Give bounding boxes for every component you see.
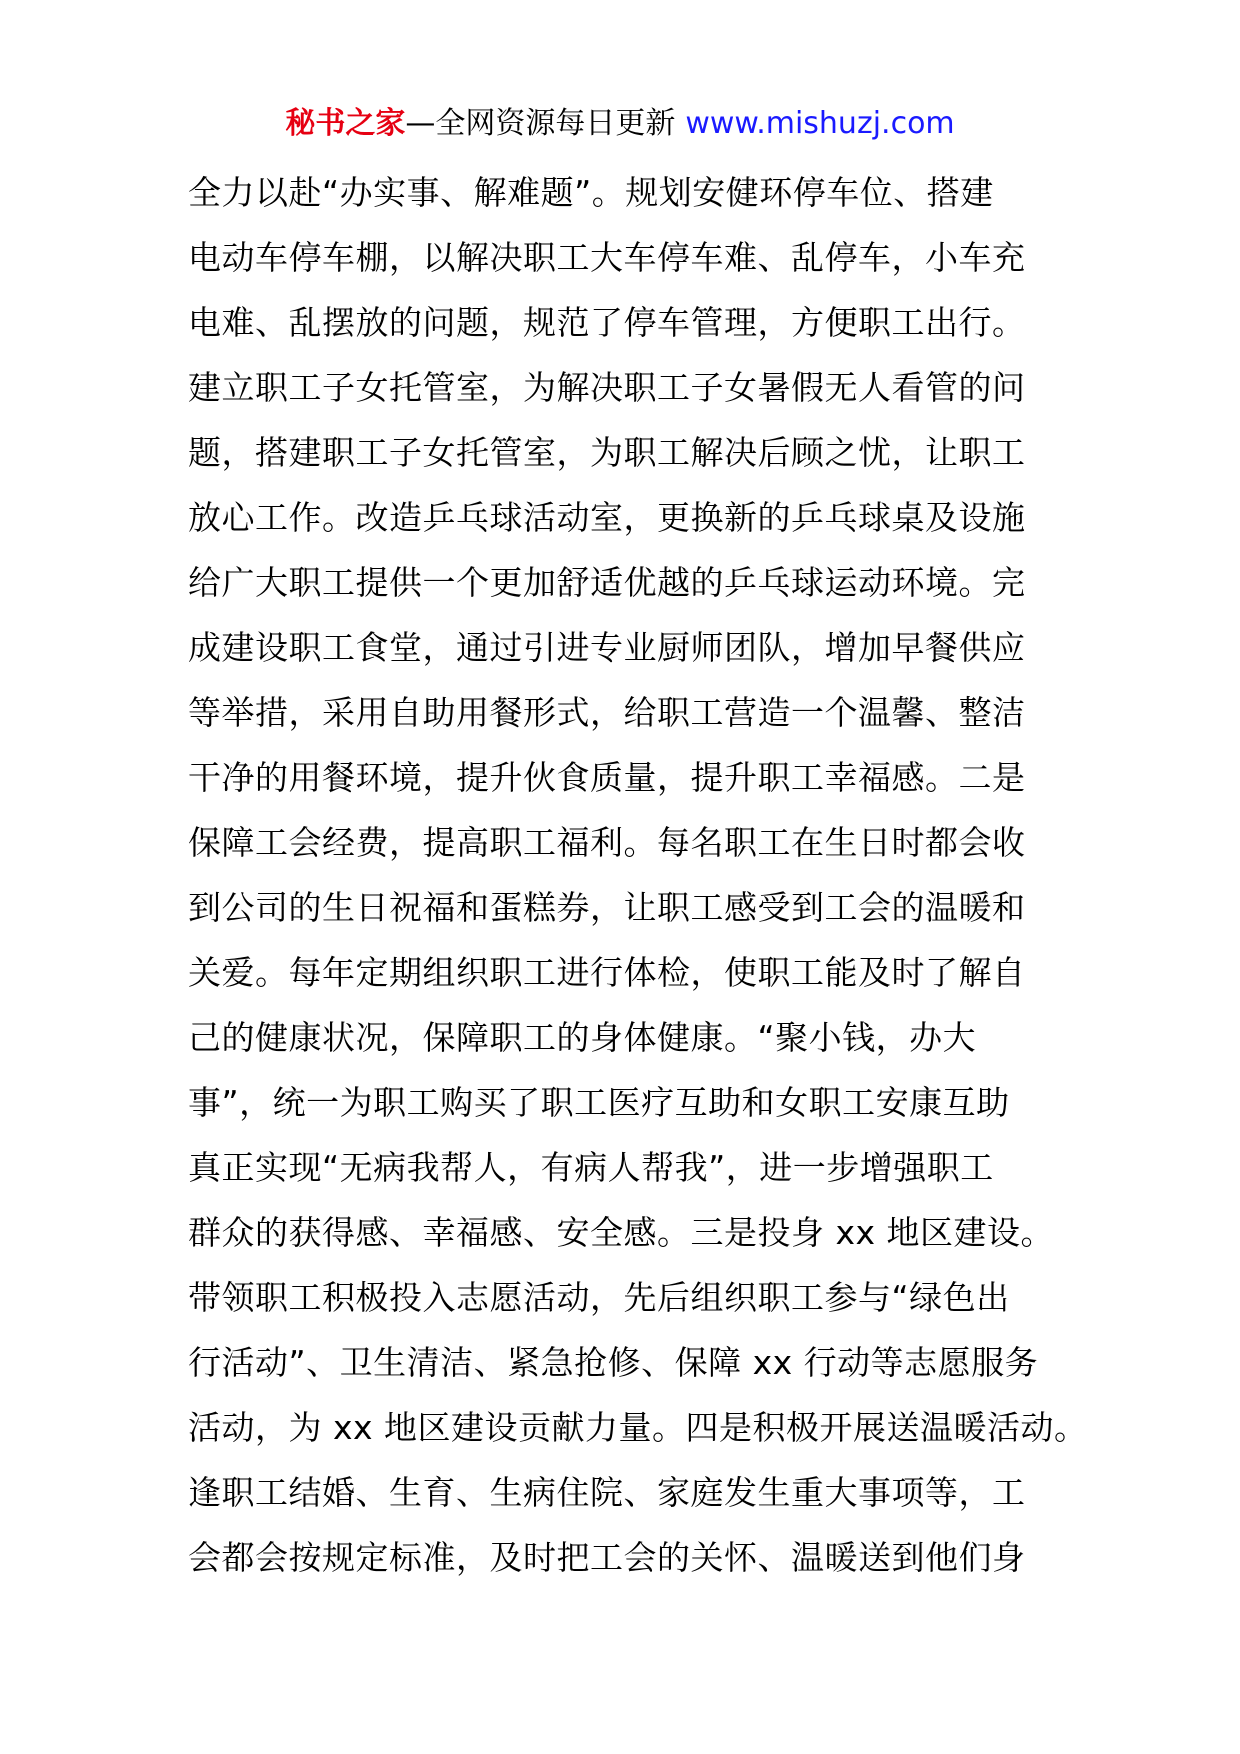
website-link[interactable]: www.mishuzj.com xyxy=(685,106,955,141)
text-line: 行活动”、卫生清洁、紧急抢修、保障 xx 行动等志愿服务 xyxy=(188,1343,1039,1382)
text-line: 全力以赴“办实事、解难题”。规划安健环停车位、搭建 xyxy=(188,173,994,212)
text-line: 干净的用餐环境，提升伙食质量，提升职工幸福感。二是 xyxy=(188,758,1026,797)
text-line: 逢职工结婚、生育、生病住院、家庭发生重大事项等，工 xyxy=(188,1473,1026,1512)
text-line: 活动，为 xx 地区建设贡献力量。四是积极开展送温暖活动。 xyxy=(188,1408,1088,1447)
text-line: 等举措，采用自助用餐形式，给职工营造一个温馨、整洁 xyxy=(188,693,1026,732)
text-line: 电难、乱摆放的问题，规范了停车管理，方便职工出行。 xyxy=(188,303,1026,342)
text-line: 事”，统一为职工购买了职工医疗互助和女职工安康互助 xyxy=(188,1083,1010,1122)
text-line: 放心工作。改造乒乓球活动室，更换新的乒乓球桌及设施 xyxy=(188,498,1026,537)
header-tagline: —全网资源每日更新 xyxy=(405,106,676,141)
page-header xyxy=(0,100,1240,148)
text-line: 会都会按规定标准，及时把工会的关怀、温暖送到他们身 xyxy=(188,1538,1026,1577)
text-line: 建立职工子女托管室，为解决职工子女暑假无人看管的问 xyxy=(188,368,1026,407)
text-line: 给广大职工提供一个更加舒适优越的乒乓球运动环境。完 xyxy=(188,563,1026,602)
text-line: 群众的获得感、幸福感、安全感。三是投身 xx 地区建设。 xyxy=(188,1213,1055,1252)
text-line: 成建设职工食堂，通过引进专业厨师团队，增加早餐供应 xyxy=(188,628,1026,667)
text-line: 带领职工积极投入志愿活动，先后组织职工参与“绿色出 xyxy=(188,1278,1010,1317)
text-line: 保障工会经费，提高职工福利。每名职工在生日时都会收 xyxy=(188,823,1026,862)
body-paragraph xyxy=(188,160,1088,1590)
text-line: 到公司的生日祝福和蛋糕券，让职工感受到工会的温暖和 xyxy=(188,888,1026,927)
text-line: 电动车停车棚，以解决职工大车停车难、乱停车，小车充 xyxy=(188,238,1026,277)
text-line: 题，搭建职工子女托管室，为职工解决后顾之忧，让职工 xyxy=(188,433,1026,472)
text-line: 关爱。每年定期组织职工进行体检，使职工能及时了解自 xyxy=(188,953,1026,992)
text-line: 真正实现“无病我帮人，有病人帮我”，进一步增强职工 xyxy=(188,1148,994,1187)
text-line: 己的健康状况，保障职工的身体健康。“聚小钱，办大 xyxy=(188,1018,977,1057)
brand-name: 秘书之家 xyxy=(285,106,406,141)
